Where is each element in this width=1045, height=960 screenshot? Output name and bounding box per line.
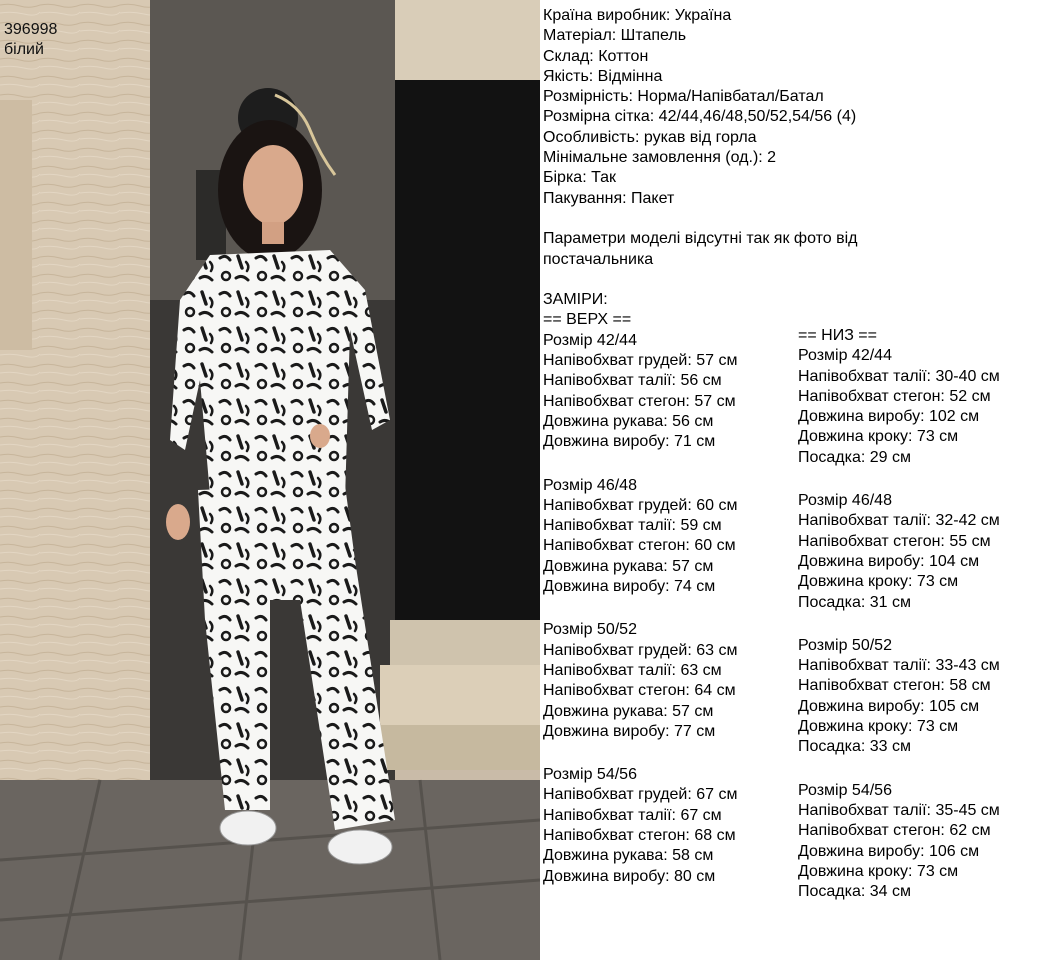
top-measure-line: Довжина виробу: 71 см [543, 433, 716, 451]
bottom-measure-line: Довжина виробу: 102 см [798, 408, 980, 426]
spec-line: Пакування: Пакет [543, 189, 675, 207]
bottom-size-label: Розмір 50/52 [798, 636, 892, 654]
spec-line: Розмірність: Норма/Напівбатал/Батал [543, 88, 824, 106]
top-size-label: Розмір 46/48 [543, 476, 637, 494]
top-measure-line: Напівобхват талії: 67 см [543, 806, 722, 824]
spec-line: Країна виробник: Україна [543, 7, 732, 24]
top-measure-line: Напівобхват грудей: 60 см [543, 496, 738, 514]
note-line: Параметри моделі відсутні так як фото від [543, 230, 858, 248]
product-code: 396998 [4, 21, 58, 38]
product-color: білий [4, 41, 44, 58]
top-measure-line: Довжина рукава: 57 см [543, 702, 714, 720]
top-size-label: Розмір 42/44 [543, 331, 637, 349]
bottom-measure-line: Напівобхват стегон: 62 см [798, 822, 991, 840]
top-measure-line: Довжина рукава: 56 см [543, 412, 714, 430]
top-measure-line: Довжина виробу: 80 см [543, 867, 716, 885]
bottom-measure-line: Напівобхват стегон: 55 см [798, 532, 991, 550]
bottom-measure-line: Напівобхват стегон: 52 см [798, 387, 991, 405]
bottom-measure-line: Напівобхват талії: 32-42 см [798, 512, 1000, 530]
bottom-measure-line: Довжина кроку: 73 см [798, 573, 959, 591]
bottom-measure-line: Напівобхват талії: 30-40 см [798, 367, 1000, 385]
top-measure-line: Напівобхват стегон: 64 см [543, 682, 736, 700]
bottom-size-label: Розмір 42/44 [798, 347, 892, 365]
bottom-measure-line: Довжина кроку: 73 см [798, 428, 959, 446]
spec-line: Якість: Відмінна [543, 67, 663, 85]
bottom-size-label: Розмір 46/48 [798, 492, 892, 510]
top-measure-line: Довжина рукава: 57 см [543, 557, 714, 575]
top-measure-line: Напівобхват стегон: 57 см [543, 392, 736, 410]
bottom-measure-line: Напівобхват талії: 35-45 см [798, 801, 1000, 819]
bottom-measure-line: Довжина виробу: 104 см [798, 552, 980, 570]
top-measure-line: Довжина рукава: 58 см [543, 847, 714, 865]
bottom-measure-line: Посадка: 31 см [798, 593, 912, 611]
top-measure-line: Напівобхват талії: 59 см [543, 517, 722, 535]
top-measure-line: Напівобхват стегон: 68 см [543, 826, 736, 844]
note-line: постачальника [543, 250, 654, 268]
bottom-measure-line: Довжина виробу: 106 см [798, 842, 980, 860]
spec-line: Бірка: Так [543, 169, 617, 187]
top-measure-line: Напівобхват грудей: 67 см [543, 786, 738, 804]
top-measure-line: Довжина виробу: 77 см [543, 722, 716, 740]
top-measure-line: Напівобхват грудей: 57 см [543, 352, 738, 370]
bottom-measure-line: Посадка: 34 см [798, 883, 912, 901]
spec-line: Особливість: рукав від горла [543, 128, 757, 146]
bottom-heading: == НИЗ == [798, 327, 877, 344]
top-size-label: Розмір 50/52 [543, 621, 637, 639]
spec-line: Мінімальне замовлення (од.): 2 [543, 149, 777, 167]
top-size-label: Розмір 54/56 [543, 766, 637, 784]
top-measure-line: Напівобхват грудей: 63 см [543, 641, 738, 659]
bottom-measure-line: Довжина виробу: 105 см [798, 697, 980, 715]
top-measure-line: Напівобхват талії: 63 см [543, 661, 722, 679]
top-measure-line: Напівобхват стегон: 60 см [543, 537, 736, 555]
bottom-measurements-column [798, 326, 1000, 902]
bottom-measure-line: Довжина кроку: 73 см [798, 718, 959, 736]
bottom-measure-line: Напівобхват стегон: 58 см [798, 677, 991, 695]
spec-line: Розмірна сітка: 42/44,46/48,50/52,54/56 (4) [543, 108, 857, 126]
bottom-measure-line: Напівобхват талії: 33-43 см [798, 657, 1000, 675]
spec-line: Склад: Коттон [543, 47, 649, 65]
top-measure-line: Довжина виробу: 74 см [543, 578, 716, 596]
bottom-size-label: Розмір 54/56 [798, 781, 892, 799]
top-measure-line: Напівобхват талії: 56 см [543, 372, 722, 390]
spec-line: Матеріал: Штапель [543, 27, 687, 45]
bottom-measure-line: Посадка: 33 см [798, 738, 912, 756]
measurements-title: ЗАМІРИ: [543, 291, 608, 309]
bottom-measure-line: Довжина кроку: 73 см [798, 862, 959, 880]
photo-caption [4, 20, 57, 60]
top-heading: == ВЕРХ == [543, 311, 632, 329]
bottom-measure-line: Посадка: 29 см [798, 448, 912, 466]
